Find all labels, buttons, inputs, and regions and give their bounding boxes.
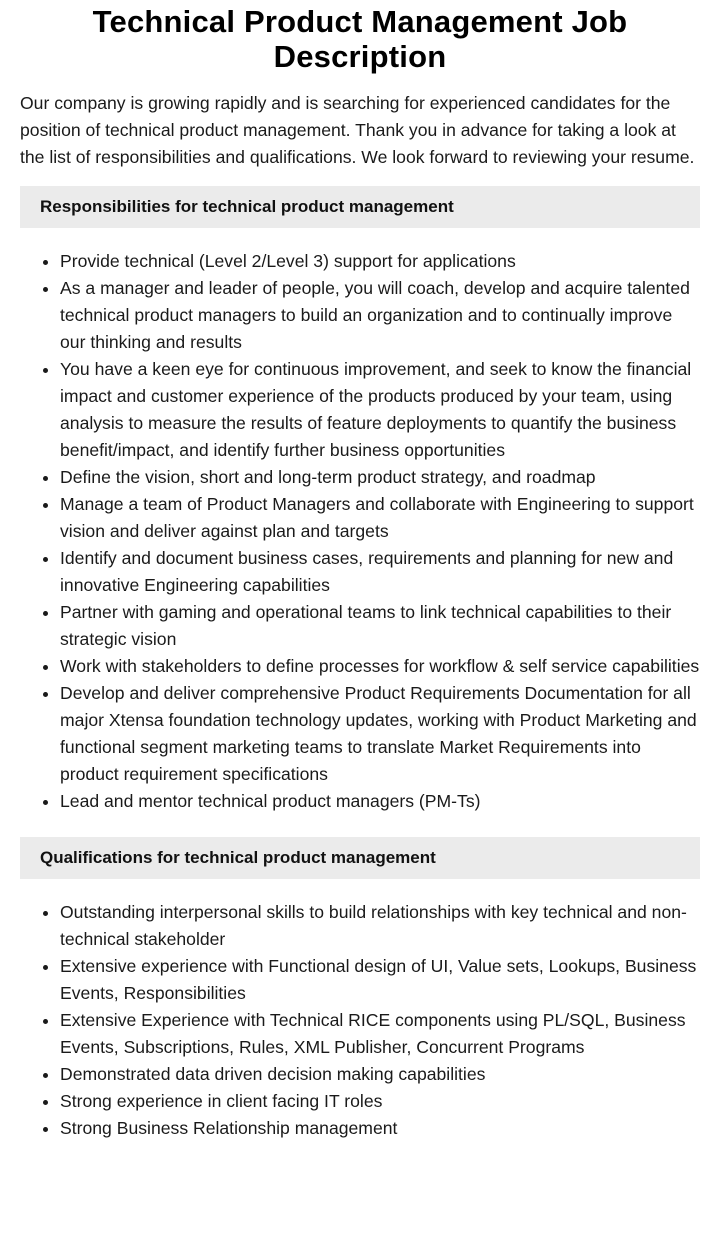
- qualifications-heading: Qualifications for technical product management: [20, 837, 700, 879]
- responsibilities-list: [20, 248, 700, 815]
- list-item: • Define the vision, short and long-term product strategy, and roadmap: [60, 464, 700, 491]
- page-title: Technical Product Management Job Description: [92, 4, 628, 74]
- list-item: • Strong experience in client facing IT roles: [60, 1088, 700, 1115]
- intro-paragraph: Our company is growing rapidly and is searching for experienced candidates for the position of technical product management. Thank you in advance for taking a look at the list of responsibilities and qualifications. We look forward to reviewing your resume.: [20, 93, 695, 167]
- list-item: • You have a keen eye for continuous improvement, and seek to know the financial impact and customer experience of the products produced by your team, using analysis to measure the results of feature deployments to quantify the business benefit/impact, and identify further business opportunities: [60, 356, 700, 464]
- list-item: • Demonstrated data driven decision making capabilities: [60, 1061, 700, 1088]
- qualifications-list: [20, 899, 700, 1142]
- job-description: [0, 4, 720, 1142]
- list-item: • Develop and deliver comprehensive Product Requirements Documentation for all major Xtensa foundation technology updates, working with Product Marketing and functional segment marketing teams to translate Market Requirements into product requirement specifications: [60, 680, 700, 788]
- list-item: • Provide technical (Level 2/Level 3) support for applications: [60, 248, 700, 275]
- list-item: • As a manager and leader of people, you will coach, develop and acquire talented technical product managers to build an organization and to continually improve our thinking and results: [60, 275, 700, 356]
- list-item: • Work with stakeholders to define processes for workflow & self service capabilities: [60, 653, 700, 680]
- list-item: • Outstanding interpersonal skills to build relationships with key technical and non-technical stakeholder: [60, 899, 700, 953]
- list-item: • Strong Business Relationship management: [60, 1115, 700, 1142]
- list-item: • Extensive Experience with Technical RICE components using PL/SQL, Business Events, Subscriptions, Rules, XML Publisher, Concurrent Programs: [60, 1007, 700, 1061]
- list-item: • Extensive experience with Functional design of UI, Value sets, Lookups, Business Events, Responsibilities: [60, 953, 700, 1007]
- list-item: • Lead and mentor technical product managers (PM-Ts): [60, 788, 700, 815]
- list-item: • Partner with gaming and operational teams to link technical capabilities to their strategic vision: [60, 599, 700, 653]
- list-item: • Manage a team of Product Managers and collaborate with Engineering to support vision and deliver against plan and targets: [60, 491, 700, 545]
- responsibilities-heading: Responsibilities for technical product management: [20, 186, 700, 228]
- list-item: • Identify and document business cases, requirements and planning for new and innovative Engineering capabilities: [60, 545, 700, 599]
